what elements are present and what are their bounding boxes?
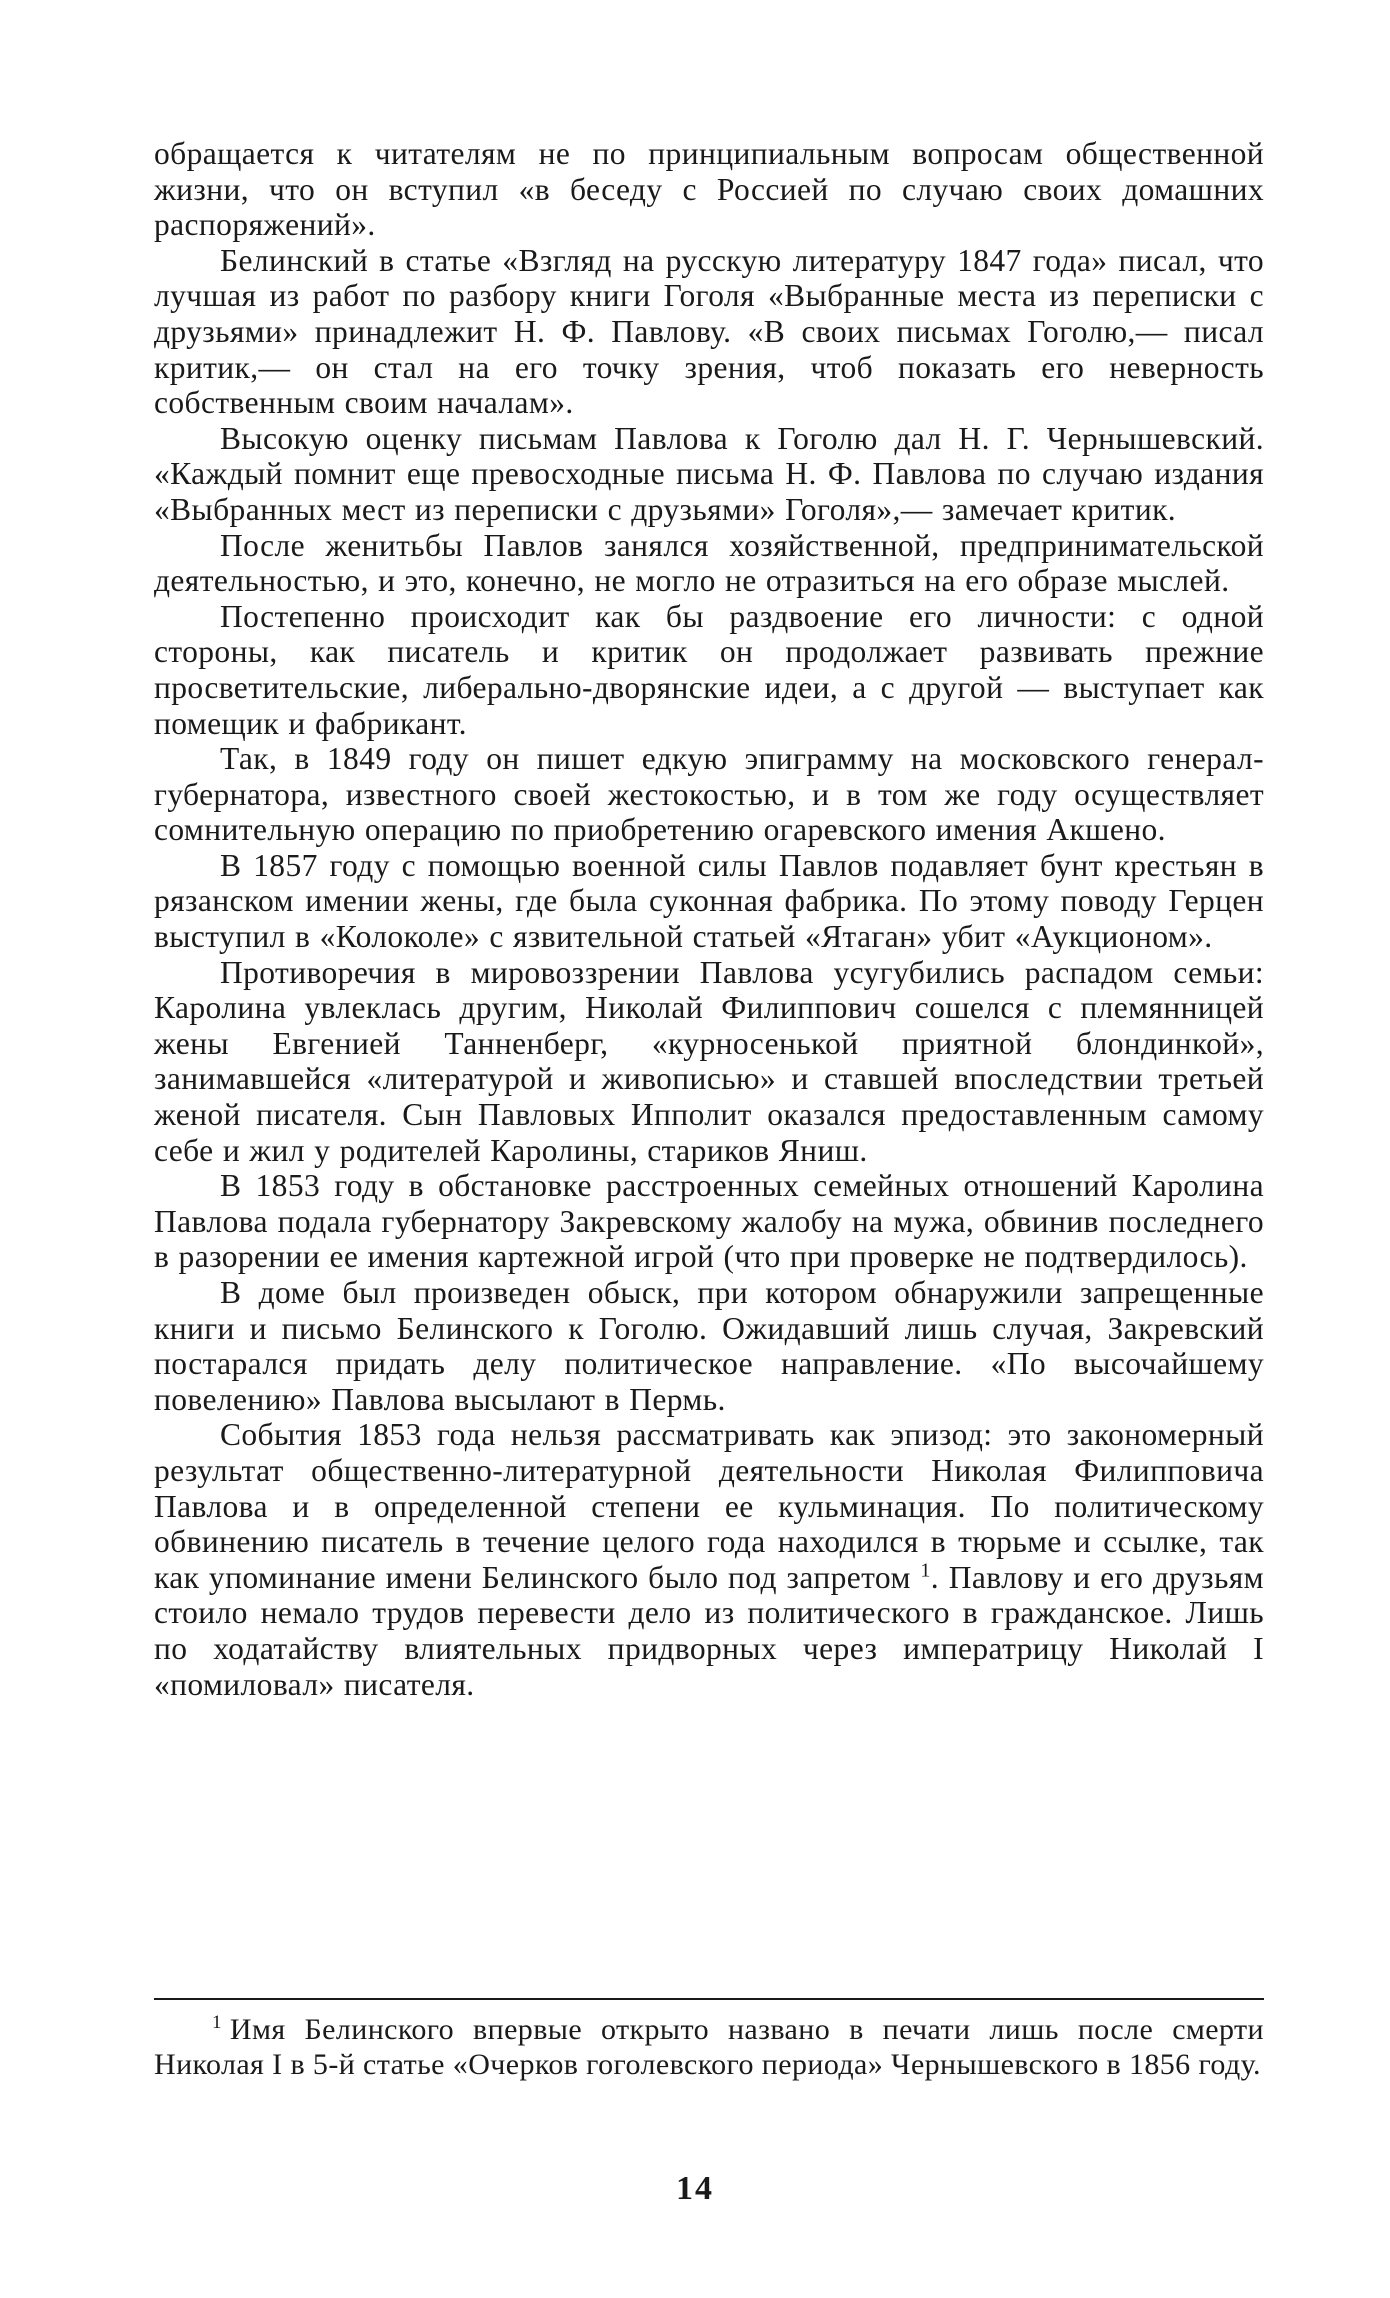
paragraph: В 1853 году в обстановке расстроенных семейных отношений Каролина Павлова подала губернатору Закревскому жалобу на мужа, обвинив последнего в разорении ее имения картежной игрой (что при проверке не подтвердилось). xyxy=(154,1168,1264,1275)
footnote-mark: 1 xyxy=(212,2012,222,2033)
paragraph-text: События 1853 года нельзя рассматривать как эпизод: это закономерный результат общественно-литературной деятельности Николая Филипповича Павлова и в определенной степени ее кульминация. По политическому обвинению писатель в течение целого года находился в тюрьме и ссылке, так как упоминание имени Белинского было под запретом xyxy=(154,1417,1264,1595)
paragraph: После женитьбы Павлов занялся хозяйственной, предпринимательской деятельностью, и это, конечно, не могло не отразиться на его образе мыслей. xyxy=(154,527,1264,599)
paragraph: Белинский в статье «Взгляд на русскую литературу 1847 года» писал, что лучшая из работ по разбору книги Гоголя «Выбранные места из переписки с друзьями» принадлежит Н. Ф. Павлову. «В своих письмах Гоголю,— писал критик,— он стал на его точку зрения, чтоб показать его неверность собственным своим началам». xyxy=(154,242,1264,421)
footnote-divider xyxy=(154,1998,1264,2000)
paragraph-text: Павлову и его друзьям стоило немало трудов перевести дело из политического в гражданское. Лишь по ходатайству влиятельных придворных через императрицу Николай I «помиловал» писателя. xyxy=(154,1559,1264,1702)
paragraph: обращается к читателям не по принципиальным вопросам общественной жизни, что он вступил «в беседу с Россией по случаю своих домашних распоряжений». xyxy=(154,136,1264,243)
paragraph: Постепенно происходит как бы раздвоение его личности: с одной стороны, как писатель и критик он продолжает развивать прежние просветительские, либерально-дворянские идеи, а с другой — выступает как помещик и фабрикант. xyxy=(154,598,1264,741)
paragraph: В 1857 году с помощью военной силы Павлов подавляет бунт крестьян в рязанском имении жены, где была суконная фабрика. По этому поводу Герцен выступил в «Колоколе» с язвительной статьей «Ятаган» убит «Аукционом». xyxy=(154,847,1264,955)
paragraph: В доме был произведен обыск, при котором обнаружили запрещенные книги и письмо Белинского к Гоголю. Ожидавший лишь случая, Закревский постарался придать делу политическое направление. «По высочайшему повелению» Павлова высылают в Пермь. xyxy=(154,1275,1264,1417)
paragraph: Высокую оценку письмам Павлова к Гоголю дал Н. Г. Чернышевский. «Каждый помнит еще превосходные письма Н. Ф. Павлова по случаю издания «Выбранных мест из переписки с друзьями» Гоголя»,— замечает критик. xyxy=(154,420,1264,527)
body-text xyxy=(154,136,1264,1702)
paragraph: Так, в 1849 году он пишет едкую эпиграмму на московского генерал-губернатора, известного своей жестокостью, и в том же году осуществляет сомнительную операцию по приобретению огаревского имения Акшено. xyxy=(154,741,1264,848)
footnote-reference[interactable]: 1 xyxy=(920,1559,931,1582)
paragraph-with-footnote: События 1853 года нельзя рассматривать как эпизод: это закономерный результат общественно-литературной деятельности Николая Филипповича Павлова и в определенной степени ее кульминация. По политическому обвинению писатель в течение целого года находился в тюрьме и ссылке, так как упоминание имени Белинского было под запретом $^1$. Павлову и его друзьям стоило немало трудов перевести дело из политического в гражданское. Лишь по ходатайству влиятельных придворных через императрицу Николай I «помиловал» писателя. xyxy=(154,1417,1264,1702)
footnote xyxy=(154,2012,1264,2082)
paragraph: Противоречия в мировоззрении Павлова усугубились распадом семьи: Каролина увлеклась другим, Николай Филиппович сошелся с племянницей жены Евгенией Танненберг, «курносенькой приятной блондинкой», занимавшейся «литературой и живописью» и ставшей впоследствии третьей женой писателя. Сын Павловых Ипполит оказался предоставленным самому себе и жил у родителей Каролины, стариков Яниш. xyxy=(154,954,1264,1168)
footnote-text: Имя Белинского впервые открыто названо в печати лишь после смерти Николая I в 5-й статье «Очерков гоголевского периода» Чернышевского в 1856 году. xyxy=(154,2013,1264,2081)
page-number: 14 xyxy=(676,2170,714,2207)
